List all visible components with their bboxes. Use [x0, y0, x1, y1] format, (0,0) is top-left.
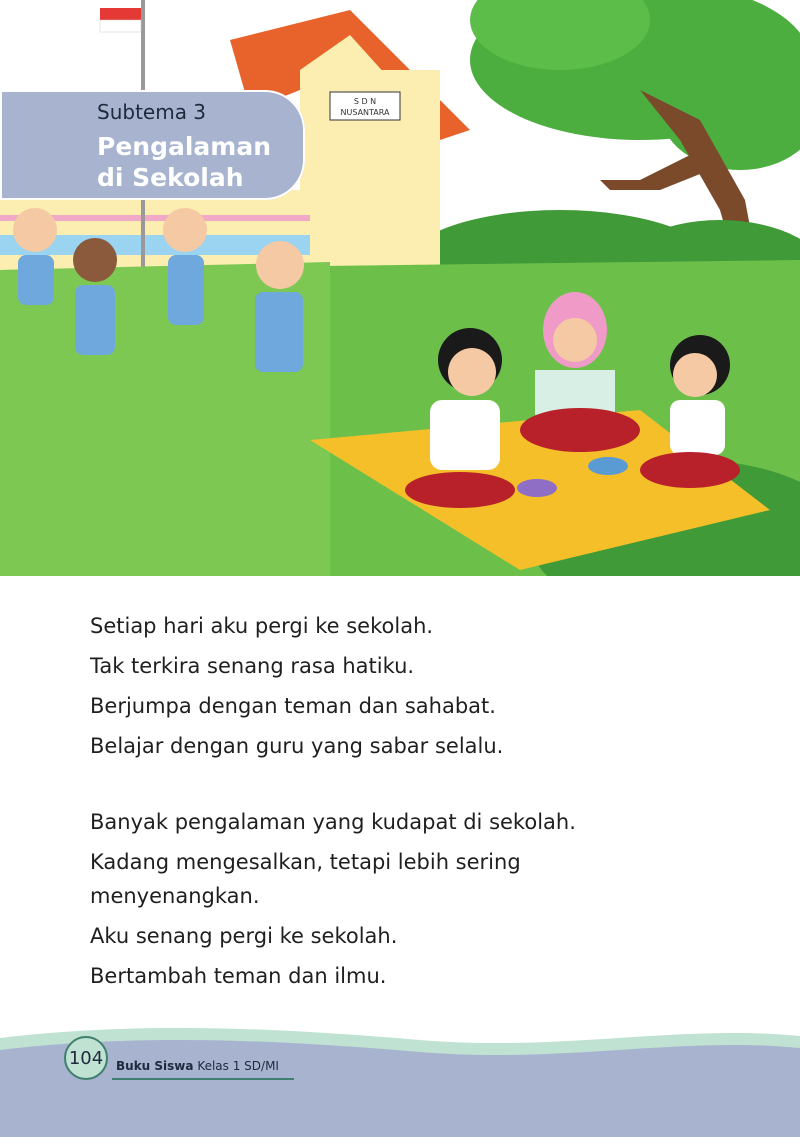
- school-sign-line2: NUSANTARA: [340, 108, 390, 117]
- subtema-title: [97, 131, 297, 193]
- text-line: Aku senang pergi ke sekolah.: [90, 924, 398, 948]
- footer-divider: [112, 1078, 294, 1080]
- subtema-title-line2: di Sekolah: [97, 163, 244, 192]
- book-title-rest: Kelas 1 SD/MI: [197, 1059, 279, 1073]
- paragraph-1: [90, 606, 730, 766]
- book-title-bold: Buku Siswa: [116, 1059, 194, 1073]
- book-title: [116, 1059, 279, 1073]
- text-line: Banyak pengalaman yang kudapat di sekolah.: [90, 810, 576, 834]
- text-line: Kadang mengesalkan, tetapi lebih sering menyenangkan.: [90, 850, 521, 908]
- text-line: Belajar dengan guru yang sabar selalu.: [90, 734, 504, 758]
- text-line: Tak terkira senang rasa hatiku.: [90, 654, 415, 678]
- text-line: Berjumpa dengan teman dan sahabat.: [90, 694, 496, 718]
- page-number: 104: [64, 1036, 108, 1080]
- text-line: Bertambah teman dan ilmu.: [90, 964, 387, 988]
- subtema-label: Subtema 3: [97, 100, 207, 124]
- poem-text: [90, 606, 730, 996]
- text-line: Setiap hari aku pergi ke sekolah.: [90, 614, 434, 638]
- paragraph-2: [90, 802, 730, 996]
- school-sign-line1: S D N: [353, 97, 377, 106]
- subtema-title-line1: Pengalaman: [97, 132, 271, 161]
